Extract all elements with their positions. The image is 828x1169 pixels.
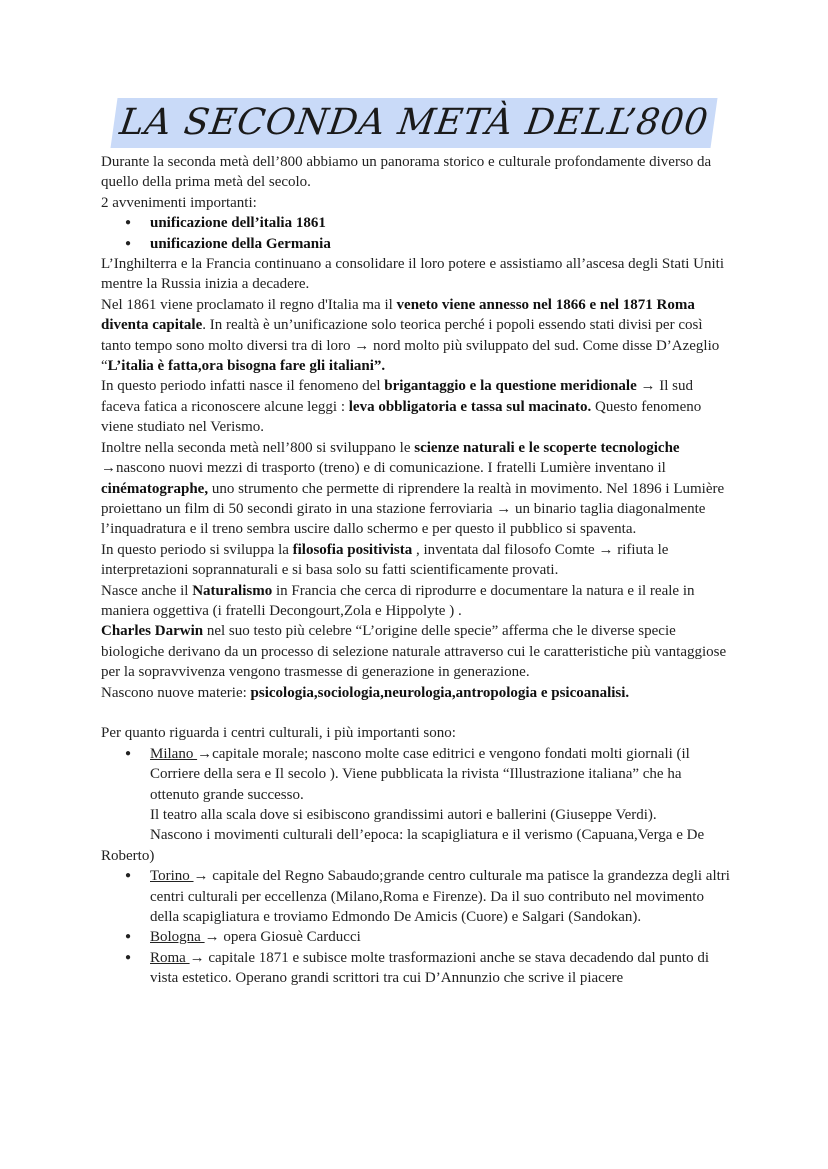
list-item-roma: ● Roma → capitale 1871 e subisce molte trasformazioni anche se stava decadendo dal punto di vista estetico. Operano grandi scrittori tra cui D’Annunzio che scrive il piacere [101,948,731,989]
events-heading: 2 avvenimenti importanti: [101,194,257,211]
darwin-paragraph: Charles Darwin nel suo testo più celebre “L’origine delle specie” afferma che le diverse specie biologiche derivano da un processo di selezione naturale attraverso cui le caratteristiche più vantaggiose per la sopravvivenza vengono trasmesse di generazione in generazione. [101,623,727,681]
powers-paragraph: L’Inghilterra e la Francia continuano a consolidare il loro potere e assistiamo all’ascesa degli Stati Uniti mentre la Russia inizia a decadere. [101,256,724,293]
list-item-milano: ● Milano →capitale morale; nascono molte case editrici e vengono fondati molti giornali (il Corriere della sera e Il secolo ). Viene pubblicata la rivista “Illustrazione italiana” che ha ottenuto grande successo. Il teatro alla scala dove si esibiscono grandissimi autori e ballerini (Giuseppe Verdi). Nascono i movimenti culturali dell’epoca: la scapigliatura e il verismo (Capuana,Verga e De Roberto) [101,744,731,866]
page-title: LA SECONDA METÀ DELL’800 [110,98,717,148]
unification-paragraph: Nel 1861 viene proclamato il regno d'Italia ma il veneto viene annesso nel 1866 e nel 1871 Roma diventa capitale. In realtà è un’unificazione solo teorica perché i popoli essendo stati divisi per così tanto tempo sono molto diversi tra di loro → nord molto più sviluppato del sud. Come disse D’Azeglio “L’italia è fatta,ora bisogna fare gli italiani”. [101,296,720,375]
list-item: ● unificazione della Germania [101,234,731,254]
title-container [0,98,828,148]
positivism-paragraph: In questo periodo si sviluppa la filosofia positivista , inventata dal filosofo Comte → rifiuta le interpretazioni soprannaturali e si basa solo su fatti scientificamente provati. [101,541,669,579]
document-body [101,152,731,989]
brigandage-paragraph: In questo periodo infatti nasce il fenomeno del brigantaggio e la questione meridionale → Il sud faceva fatica a riconoscere alcune leggi : leva obbligatoria e tassa sul macinato. Questo fenomeno viene studiato nel Verismo. [101,378,702,436]
events-list [101,213,731,254]
science-paragraph: Inoltre nella seconda metà nell’800 si sviluppano le scienze naturali e le scoperte tecnologiche →nascono nuovi mezzi di trasporto (treno) e di comunicazione. I fratelli Lumière inventano il cinématographe, uno strumento che permette di riprendere la realtà in movimento. Nel 1896 i Lumière proiettano un film di 50 secondi girato in una stazione ferroviaria → un binario taglia diagonalmente l’inquadratura e il treno sembra uscire dallo schermo e per questo il pubblico si spaventa. [101,439,725,538]
centers-intro: Per quanto riguarda i centri culturali, i più importanti sono: [101,725,456,742]
cultural-centers-list [101,744,731,989]
naturalism-paragraph: Nasce anche il Naturalismo in Francia che cerca di riprodurre e documentare la natura e il reale in maniera oggettiva (i fratelli Decongourt,Zola e Hippolyte ) . [101,582,695,619]
new-subjects-paragraph: Nascono nuove materie: psicologia,sociologia,neurologia,antropologia e psicoanalisi. [101,684,630,701]
list-item-torino: ● Torino → capitale del Regno Sabaudo;grande centro culturale ma patisce la grandezza degli altri centri culturali per eccellenza (Milano,Roma e Firenze). Da il suo contributo nel movimento della scapigliatura e troviamo Edmondo De Amicis (Cuore) e Salgari (Sandokan). [101,866,731,927]
blank-line [101,703,731,723]
list-item-bologna: ● Bologna → opera Giosuè Carducci [101,927,731,947]
intro-paragraph: Durante la seconda metà dell’800 abbiamo un panorama storico e culturale profondamente diverso da quello della prima metà del secolo. [101,154,712,191]
list-item: ● unificazione dell’italia 1861 [101,213,731,233]
